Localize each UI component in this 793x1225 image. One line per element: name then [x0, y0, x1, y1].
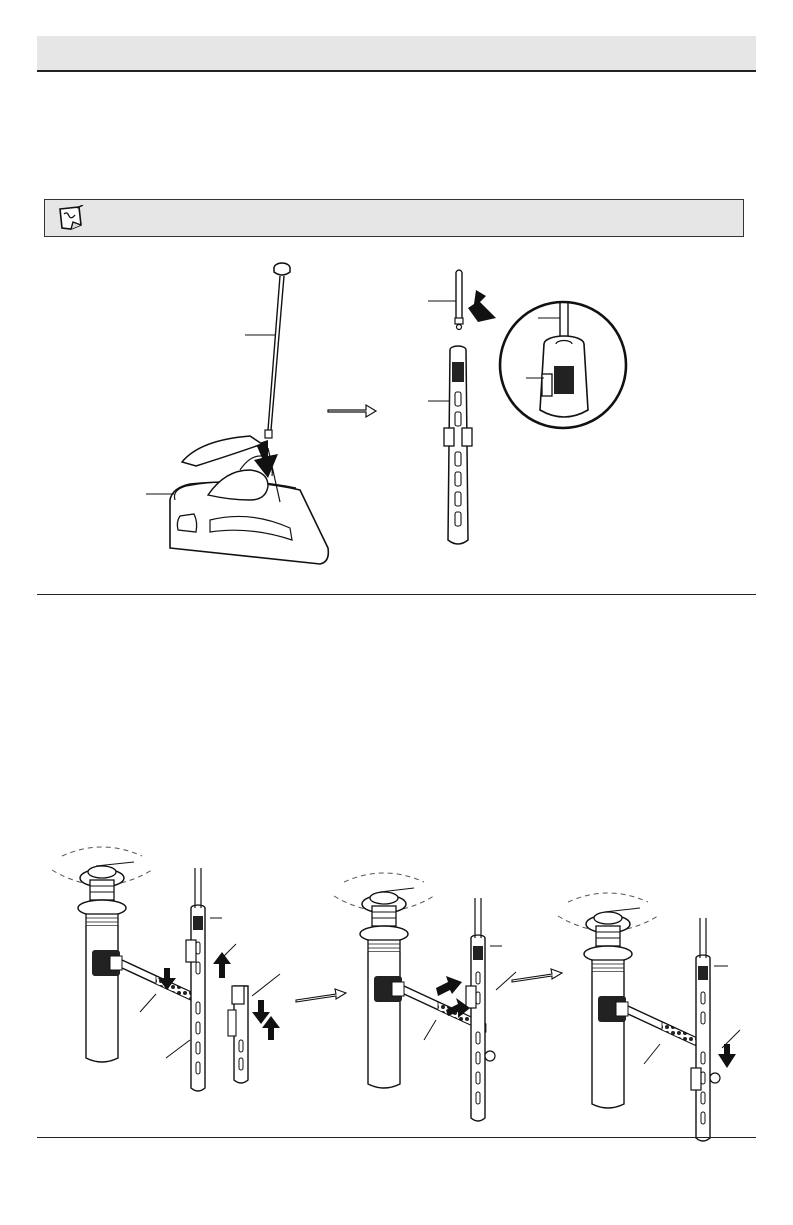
next-arrow-icon	[296, 989, 346, 1002]
label-leader	[166, 1040, 190, 1058]
up-arrow-icon	[262, 1016, 280, 1040]
drain-assembly-right	[558, 893, 710, 1108]
down-arrow-icon	[252, 1000, 270, 1024]
drain-assembly-middle	[334, 873, 486, 1088]
up-arrow-icon	[213, 952, 231, 978]
left-arrow-icon	[436, 976, 462, 996]
footer-divider	[37, 1137, 756, 1138]
down-arrow-icon	[718, 1044, 736, 1068]
next-arrow-icon	[512, 969, 562, 982]
label-leader	[644, 1044, 660, 1064]
label-leader	[424, 1020, 436, 1040]
drain-assembly-left	[52, 847, 204, 1062]
clevis-strap-right	[691, 918, 740, 1141]
clevis-strap-left	[186, 868, 236, 1091]
clevis-strap-middle	[466, 898, 516, 1121]
label-leader	[140, 994, 156, 1012]
